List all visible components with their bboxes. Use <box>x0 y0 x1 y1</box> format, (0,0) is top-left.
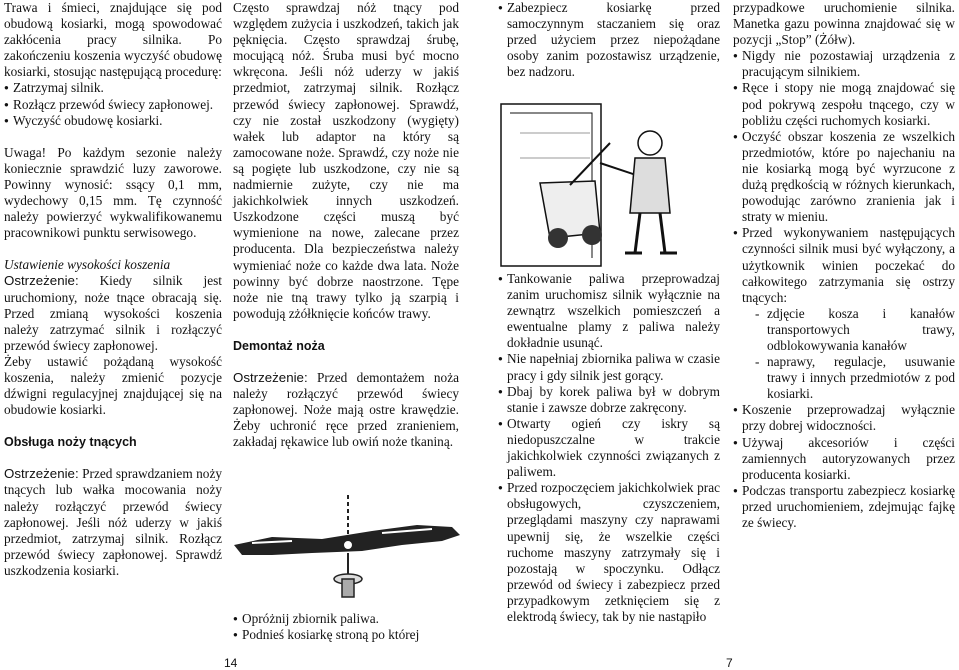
column-4 <box>733 0 955 531</box>
warning-label: Ostrzeżenie: <box>4 273 79 289</box>
warning-blade-service <box>4 466 222 579</box>
heading-blade-service: Obsługa noży tnących <box>4 435 137 450</box>
warning-blade-removal <box>233 370 459 450</box>
bullet-no-fire: ● Otwarty ogień czy iskry są niedopuszczalne w trakcie jakichkolwiek czynności związanych z paliwem. <box>498 416 720 480</box>
paragraph-grass-debris: Trawa i śmieci, znajdujące się pod obudową kosiarki, mogą spowodować zakłócenia pracy silnika. Po zakończeniu koszenia wyczyść obudowę kosiarki, stosując następującą procedurę: <box>4 0 222 80</box>
page-number-left: 14 <box>224 656 238 670</box>
warning-text: Przed sprawdzaniem noży tnących lub wałka mocowania noży należy rozłączyć przewód świecy zapłonowej. Jeśli nóż uderzy w jakiś przedmiot, zatrzymaj silnik. Rozłącz przewód świecy zapłonowej. Sprawdź uszkodzenia kosiarki. <box>4 466 222 578</box>
paragraph-blade-check: Często sprawdzaj nóż tnący pod względem zużycia i uszkodzeń, takich jak pęknięcia. Często sprawdzaj śrubę, mocującą nóż. Śruba musi być mocno wkręcona. Jeśli nóż uderzy w jakiś przedmiot, zatrzymaj silnik. Rozłącz przewód świecy zapłonowej. Sprawdź, czy nie został uszkodzony (wygięty) wałek lub adaptor na który są zamocowane noże. Sprawdź, czy noże nie są pogięte lub uszkodzone, czy nie są nadmiernie zużyte, czy nie ma jakichkolwiek innych uszkodzeń. Uszkodzone części muszą być wymienione na nowe, zalecane przez producenta. Dla bezpieczeństwa należy wymieniać noże co każde dwa lata. Noże powinny być dobrze naostrzone. Tępe noże nie tną trawy tylko ją szarpią i powodują zżółknięcie końców trawy. <box>233 0 459 321</box>
bullet-hands-feet: ● Ręce i stopy nie mogą znajdować się pod pokrywą zespołu tnącego, czy w pobliżu części ruchomych kosiarki. <box>733 80 955 128</box>
warning-label: Ostrzeżenie: <box>4 466 79 482</box>
paragraph-accidental-start: przypadkowe uruchomienie silnika. Manetka gazu powinna znajdować się w pozycji „Stop” (Żółw). <box>733 0 955 48</box>
bullet-before-service: ● Przed rozpoczęciem jakichkolwiek prac obsługowych, czyszczeniem, przeglądami maszyny czy naprawami upewnij się, że wszelkie części ruchome maszyny zatrzymały się i pozostają w spoczynku. Odłącz przewód od świecy i zabezpiecz przed przypadkowym zetknięciem się z elektrodą świecy, tak by nie nastąpiło <box>498 480 720 625</box>
bullet-no-refill-hot: ● Nie napełniaj zbiornika paliwa w czasie pracy i gdy silnik jest gorący. <box>498 351 720 383</box>
dash-remove-basket: - zdjęcie kosza i kanałów transportowych trawy, odblokowywania kanałów <box>733 306 955 354</box>
bullet-good-visibility: ● Koszenie przeprowadzaj wyłącznie przy dobrej widoczności. <box>733 402 955 434</box>
bullet-transport: ● Podczas transportu zabezpiecz kosiarkę przed uruchomieniem, zdejmując fajkę ze świecy. <box>733 483 955 531</box>
warning-text: Kiedy silnik jest uruchomiony, noże tnące obracają się. Przed zmianą wysokości koszenia należy zatrzymać silnik i rozłączyć przewód świecy zapłonowej. <box>4 273 222 353</box>
bullet-disconnect-spark: ● Rozłącz przewód świecy zapłonowej. <box>4 97 222 113</box>
blade-illustration <box>232 493 464 605</box>
bullet-engine-off-before: ● Przed wykonywaniem następujących czynności silnik musi być wyłączony, a użytkownik winien poczekać do całkowitego zatrzymania się ostrzy tnących: <box>733 225 955 305</box>
page-number-right: 7 <box>726 656 733 670</box>
bullet-clean-housing: ● Wyczyść obudowę kosiarki. <box>4 113 222 129</box>
paragraph-valve-clearance: Uwaga! Po każdym sezonie należy koniecznie sprawdzić luzy zaworowe. Powinny wynosić: ssący 0,1 mm, wydechowy 0,15 mm. Tę czynność należy powierzyć wykwalifikowanemu pracownikowi punktu serwisowego. <box>4 144 222 241</box>
column-3 <box>498 0 720 80</box>
bullet-authorized-parts: ● Używaj akcesoriów i części zamiennych autoryzowanych przez producenta kosiarki. <box>733 435 955 483</box>
bullet-clear-area: ● Oczyść obszar koszenia ze wszelkich przedmiotów, które po najechaniu na nie kosiarką mogą być wyrzucone z dużą prędkością w różnych kierunkach, powodując zarówno zranienia jak i straty w mieniu. <box>733 129 955 226</box>
column-2 <box>233 0 459 450</box>
bullet-refuel-outdoors: ● Tankowanie paliwa przeprowadzaj zanim uruchomisz silnik wyłącznie na zewnątrz wszelkich pomieszczeń a ewentualne plamy z paliwa należy dokładnie usunąć. <box>498 271 720 351</box>
bullet-stop-engine: ● Zatrzymaj silnik. <box>4 80 222 96</box>
bullet-secure-mower: ● Zabezpiecz kosiarkę przed samoczynnym staczaniem się oraz przed użyciem przez niepożądane osoby zanim pozostawisz urządzenie, bez nadzoru. <box>498 0 720 80</box>
paragraph-adjust-lever: Żeby ustawić pożądaną wysokość koszenia, należy zmienić pozycje dźwigni regulacyjnej znajdującej się na obudowie kosiarki. <box>4 353 222 418</box>
refueling-illustration <box>500 103 718 269</box>
bullet-empty-tank: ● Opróżnij zbiornik paliwa. <box>233 611 459 627</box>
warning-text: Przed demontażem noża należy rozłączyć przewód świecy zapłonowej. Noże mają ostre krawędzie. Żeby uchronić ręce przed zranieniem, zakładaj rękawice lub owiń noże tkaniną. <box>233 369 459 450</box>
heading-blade-removal: Demontaż noża <box>233 338 325 353</box>
heading-cutting-height: Ustawienie wysokości koszenia <box>4 257 171 273</box>
bullet-fuel-cap: ● Dbaj by korek paliwa był w dobrym stanie i zawsze dobrze zakręcony. <box>498 384 720 416</box>
column-2-lower <box>233 611 459 643</box>
column-3-lower <box>498 271 720 625</box>
warning-label: Ostrzeżenie: <box>233 369 308 385</box>
bullet-never-leave: ● Nigdy nie pozostawiaj urządzenia z pracującym silnikiem. <box>733 48 955 80</box>
warning-cutting-height <box>4 273 222 353</box>
dash-repairs: - naprawy, regulacje, usuwanie trawy i innych przedmiotów z pod kosiarki. <box>733 354 955 402</box>
column-1 <box>4 0 222 579</box>
bullet-lift-mower: ● Podnieś kosiarkę stroną po której <box>233 627 459 643</box>
